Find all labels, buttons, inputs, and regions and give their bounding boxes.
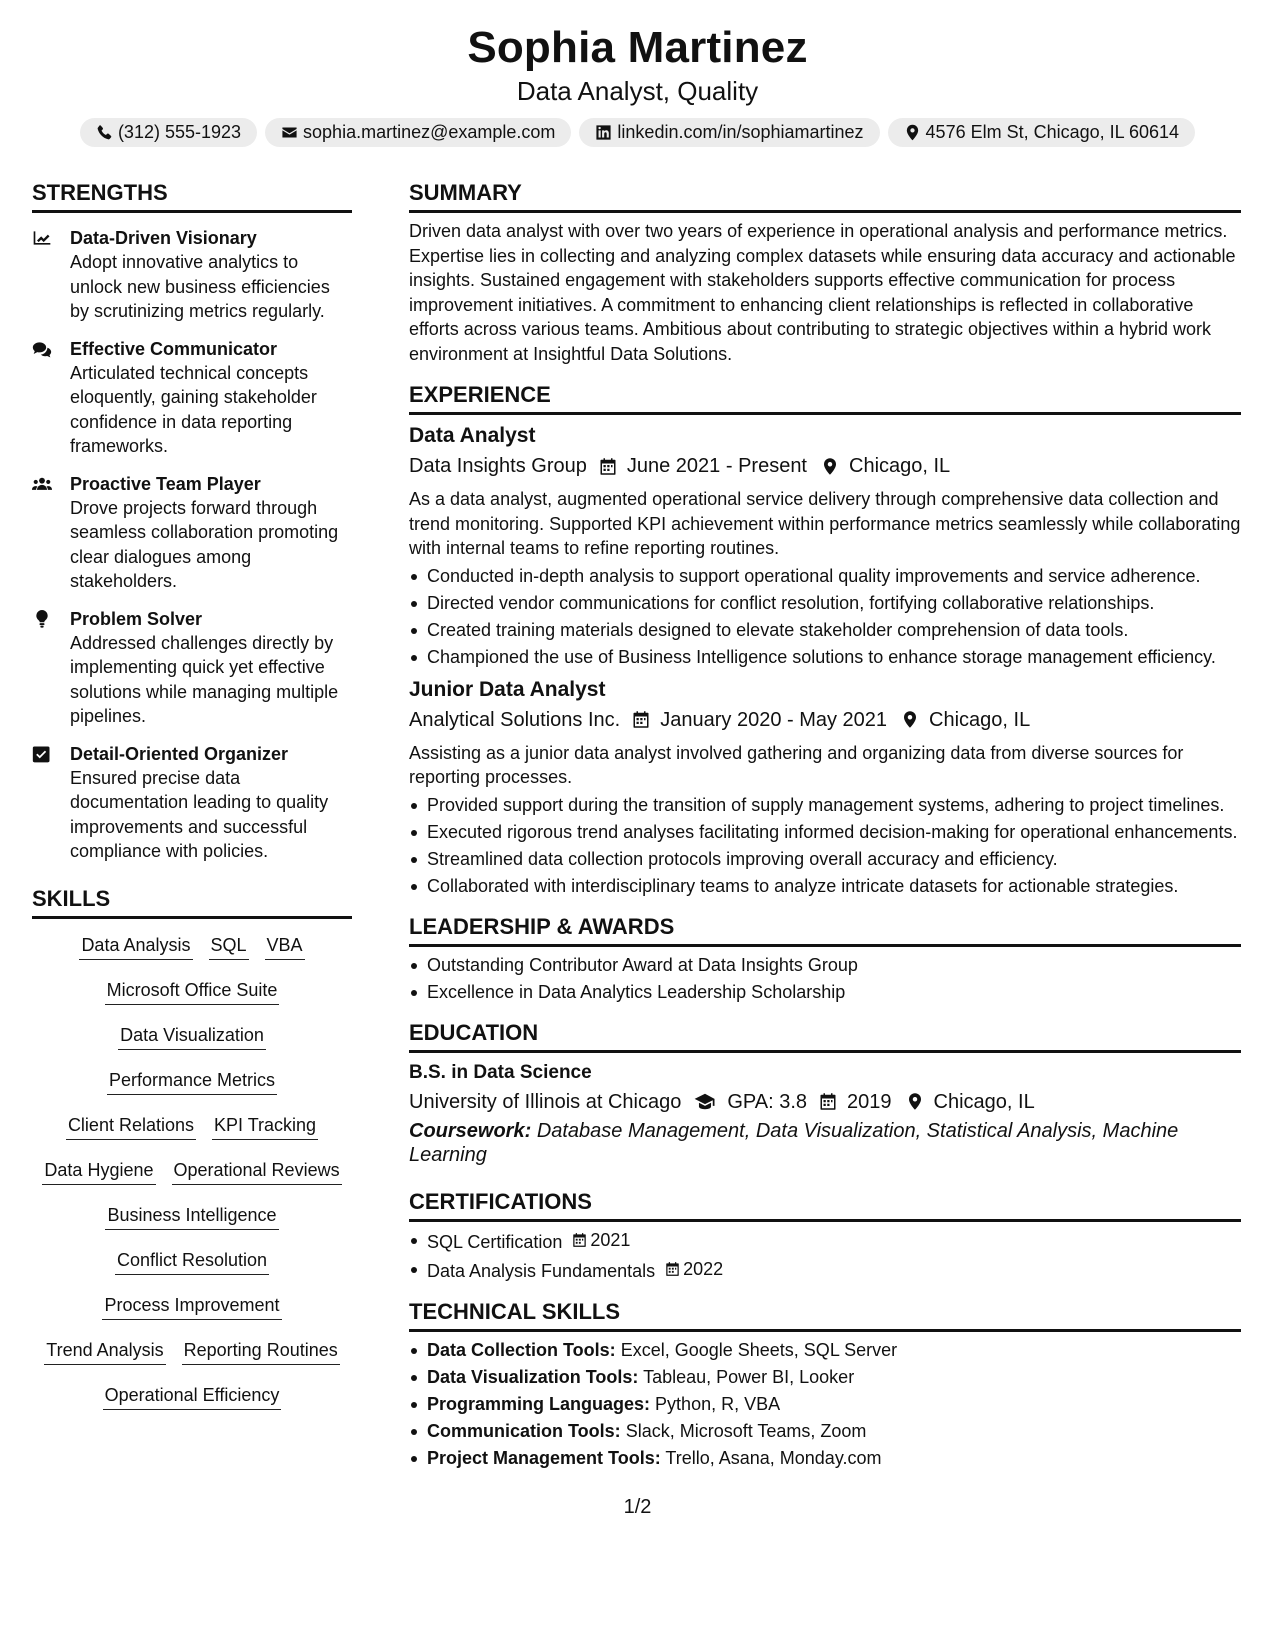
job-bullet: Created training materials designed to elevate stakeholder comprehension of data tools. [409, 618, 1241, 642]
skill-tag: Client Relations [66, 1113, 196, 1140]
technical-skills-heading: TECHNICAL SKILLS [409, 1299, 1241, 1332]
skill-row [32, 1113, 352, 1158]
experience-section [409, 382, 1241, 898]
resume-header [0, 22, 1275, 147]
education-section [409, 1020, 1241, 1167]
job-company: Data Insights Group [409, 455, 587, 477]
job-bullet: Championed the use of Business Intelligence solutions to enhance storage management efficiency. [409, 645, 1241, 669]
skill-tag: Process Improvement [102, 1293, 281, 1320]
skill-tag: Data Hygiene [42, 1158, 155, 1185]
education-heading: EDUCATION [409, 1020, 1241, 1053]
phone-icon [96, 124, 113, 141]
technical-skill-label: Programming Languages: [427, 1393, 651, 1414]
right-column [409, 180, 1241, 1470]
leadership-list [409, 953, 1241, 1004]
calendar-icon [572, 1232, 587, 1248]
award-item: Outstanding Contributor Award at Data Insights Group [409, 953, 1241, 977]
certification-item [409, 1257, 1241, 1283]
strength-item [32, 472, 352, 594]
experience-heading: EXPERIENCE [409, 382, 1241, 415]
technical-skill-label: Communication Tools: [427, 1420, 621, 1441]
coursework [409, 1119, 1241, 1167]
location-pin-icon [901, 710, 919, 729]
education-location: Chicago, IL [933, 1090, 1035, 1113]
skill-tag: SQL [209, 933, 249, 960]
job-bullet: Conducted in-depth analysis to support operational quality improvements and service adherence. [409, 564, 1241, 588]
school-name: University of Illinois at Chicago [409, 1090, 682, 1113]
certification-year: 2021 [590, 1229, 631, 1250]
skill-row [32, 1383, 352, 1428]
contact-bar [0, 118, 1275, 147]
strength-description: Articulated technical concepts eloquently, gaining stakeholder confidence in data reporting frameworks. [70, 362, 317, 456]
calendar-icon [599, 457, 617, 476]
summary-heading: SUMMARY [409, 180, 1241, 213]
skill-tag: Data Visualization [118, 1023, 266, 1050]
graduation-cap-icon [693, 1092, 717, 1111]
leadership-section [409, 914, 1241, 1004]
job-description: Assisting as a junior data analyst involved gathering and organizing data from diverse sources for reporting processes. [409, 742, 1184, 787]
checkbox-icon [32, 745, 52, 763]
lightbulb-icon [32, 610, 52, 628]
certifications-heading: CERTIFICATIONS [409, 1189, 1241, 1222]
technical-skill-value: Excel, Google Sheets, SQL Server [620, 1339, 898, 1360]
calendar-icon [665, 1261, 680, 1277]
contact-address-text: 4576 Elm St, Chicago, IL 60614 [925, 122, 1180, 142]
strength-item [32, 226, 352, 324]
certification-name: Data Analysis Fundamentals [427, 1260, 656, 1281]
technical-skill-item [409, 1338, 1241, 1362]
summary-section [409, 180, 1241, 366]
strength-title: Data-Driven Visionary [70, 228, 257, 248]
contact-phone-text: (312) 555-1923 [117, 122, 242, 142]
skill-tag: Business Intelligence [105, 1203, 278, 1230]
job-title: Data Analyst [409, 424, 536, 447]
job-bullet: Directed vendor communications for conflict resolution, fortifying collaborative relationships. [409, 591, 1241, 615]
strength-title: Proactive Team Player [70, 473, 261, 494]
job-bullets [409, 793, 1241, 898]
education-meta [409, 1089, 1241, 1115]
award-item: Excellence in Data Analytics Leadership Scholarship [409, 980, 1241, 1004]
coursework-text: Database Management, Data Visualization, Statistical Analysis, Machine Learning [409, 1119, 1179, 1166]
job-bullet: Streamlined data collection protocols improving overall accuracy and efficiency. [409, 847, 1241, 871]
strength-item [32, 607, 352, 729]
summary-text: Driven data analyst with over two years of experience in operational analysis and performance metrics. Expertise lies in collecting and analyzing complex datasets while ensuring data accuracy and actionable insights. Sustained engagement with stakeholders supports effective communication for process improvement initiatives. A commitment to enhancing client relationships is reflected in collaborative efforts across various teams. Ambitious about contributing to strategic objectives within a hybrid work environment at Insightful Data Solutions. [409, 221, 1236, 364]
technical-skills-section [409, 1299, 1241, 1470]
calendar-icon [632, 710, 650, 729]
candidate-name: Sophia Martinez [467, 23, 808, 72]
job-entry [409, 677, 1241, 898]
job-entry [409, 423, 1241, 669]
skill-tag: VBA [265, 933, 305, 960]
contact-linkedin-text: linkedin.com/in/sophiamartinez [617, 122, 864, 142]
job-description: As a data analyst, augmented operational service delivery through comprehensive data collection and trend monitoring. Supported KPI achievement within performance metrics seamlessly while collaborating with internal teams to refine reporting routines. [409, 489, 1241, 558]
technical-skill-value: Python, R, VBA [655, 1393, 781, 1414]
skills-heading: SKILLS [32, 886, 352, 919]
skill-row [32, 1203, 352, 1248]
strength-description: Drove projects forward through seamless collaboration promoting clear dialogues among stakeholders. [70, 497, 339, 591]
education-gpa: GPA: 3.8 [727, 1090, 808, 1113]
skill-row [32, 933, 352, 978]
left-column [32, 180, 352, 1428]
contact-phone[interactable] [80, 118, 257, 147]
technical-skill-label: Project Management Tools: [427, 1447, 661, 1468]
location-pin-icon [904, 124, 921, 141]
contact-email[interactable] [265, 118, 571, 147]
job-bullet: Collaborated with interdisciplinary teams to analyze intricate datasets for actionable strategies. [409, 874, 1241, 898]
job-bullets [409, 564, 1241, 669]
certification-item [409, 1228, 1241, 1254]
technical-skill-item [409, 1365, 1241, 1389]
contact-email-text: sophia.martinez@example.com [303, 122, 556, 142]
skill-tag: Operational Reviews [172, 1158, 342, 1185]
job-bullet: Executed rigorous trend analyses facilitating informed decision-making for operational enhancements. [409, 820, 1241, 844]
technical-skills-list [409, 1338, 1241, 1470]
strength-description: Addressed challenges directly by implementing quick yet effective solutions while managing multiple pipelines. [70, 632, 339, 726]
technical-skill-value: Trello, Asana, Monday.com [665, 1447, 882, 1468]
job-company: Analytical Solutions Inc. [409, 708, 621, 731]
strength-item [32, 337, 352, 459]
contact-address[interactable] [888, 118, 1196, 147]
skill-row [32, 1248, 352, 1293]
job-title: Junior Data Analyst [409, 677, 606, 701]
leadership-heading: LEADERSHIP & AWARDS [409, 914, 1241, 947]
strength-title: Effective Communicator [70, 338, 278, 359]
job-location: Chicago, IL [929, 708, 1031, 731]
chart-line-icon [32, 229, 52, 247]
coursework-label: Coursework: [409, 1119, 532, 1142]
comments-icon [32, 340, 52, 358]
contact-linkedin[interactable] [579, 118, 879, 147]
skill-tag: Performance Metrics [107, 1068, 277, 1095]
education-year: 2019 [847, 1090, 892, 1113]
certifications-list [409, 1228, 1241, 1283]
candidate-title: Data Analyst, Quality [516, 76, 759, 106]
certification-year: 2022 [683, 1258, 724, 1279]
certification-name: SQL Certification [427, 1231, 563, 1252]
skill-row [32, 1023, 352, 1068]
skill-row [32, 1158, 352, 1203]
skill-row [32, 1338, 352, 1383]
skill-row [32, 978, 352, 1023]
technical-skill-label: Data Collection Tools: [427, 1339, 616, 1360]
skill-tag: Operational Efficiency [103, 1383, 282, 1410]
skill-tag: Trend Analysis [44, 1338, 165, 1365]
strength-title: Problem Solver [70, 608, 203, 629]
strengths-heading: STRENGTHS [32, 180, 352, 213]
strength-title: Detail-Oriented Organizer [70, 743, 289, 764]
linkedin-icon [595, 124, 612, 141]
job-dates: January 2020 - May 2021 [660, 708, 888, 731]
technical-skill-item [409, 1392, 1241, 1416]
degree-title: B.S. in Data Science [409, 1061, 592, 1083]
location-pin-icon [906, 1092, 924, 1111]
skill-tag: Data Analysis [79, 933, 192, 960]
technical-skill-item [409, 1419, 1241, 1443]
skills-list [32, 933, 352, 1428]
page-number: 1/2 [623, 1496, 652, 1518]
location-pin-icon [821, 457, 839, 476]
technical-skill-value: Slack, Microsoft Teams, Zoom [625, 1420, 867, 1441]
skill-tag: Microsoft Office Suite [105, 978, 280, 1005]
users-icon [32, 475, 52, 493]
job-meta [409, 453, 1241, 479]
technical-skill-label: Data Visualization Tools: [427, 1366, 639, 1387]
calendar-icon [819, 1092, 837, 1111]
job-location: Chicago, IL [849, 455, 951, 477]
skill-row [32, 1293, 352, 1338]
skill-tag: Conflict Resolution [115, 1248, 269, 1275]
certifications-section [409, 1189, 1241, 1283]
envelope-icon [281, 124, 298, 141]
job-meta [409, 707, 1241, 733]
technical-skill-value: Tableau, Power BI, Looker [643, 1366, 855, 1387]
job-bullet: Provided support during the transition of supply management systems, adhering to project timelines. [409, 793, 1241, 817]
skill-tag: KPI Tracking [212, 1113, 318, 1140]
job-dates: June 2021 - Present [626, 455, 807, 477]
skill-row [32, 1068, 352, 1113]
skill-tag: Reporting Routines [182, 1338, 340, 1365]
strength-item [32, 742, 352, 864]
strength-description: Adopt innovative analytics to unlock new business efficiencies by scrutinizing metrics regularly. [70, 252, 330, 321]
strength-description: Ensured precise data documentation leading to quality improvements and successful compliance with policies. [70, 767, 329, 861]
technical-skill-item [409, 1446, 1241, 1470]
